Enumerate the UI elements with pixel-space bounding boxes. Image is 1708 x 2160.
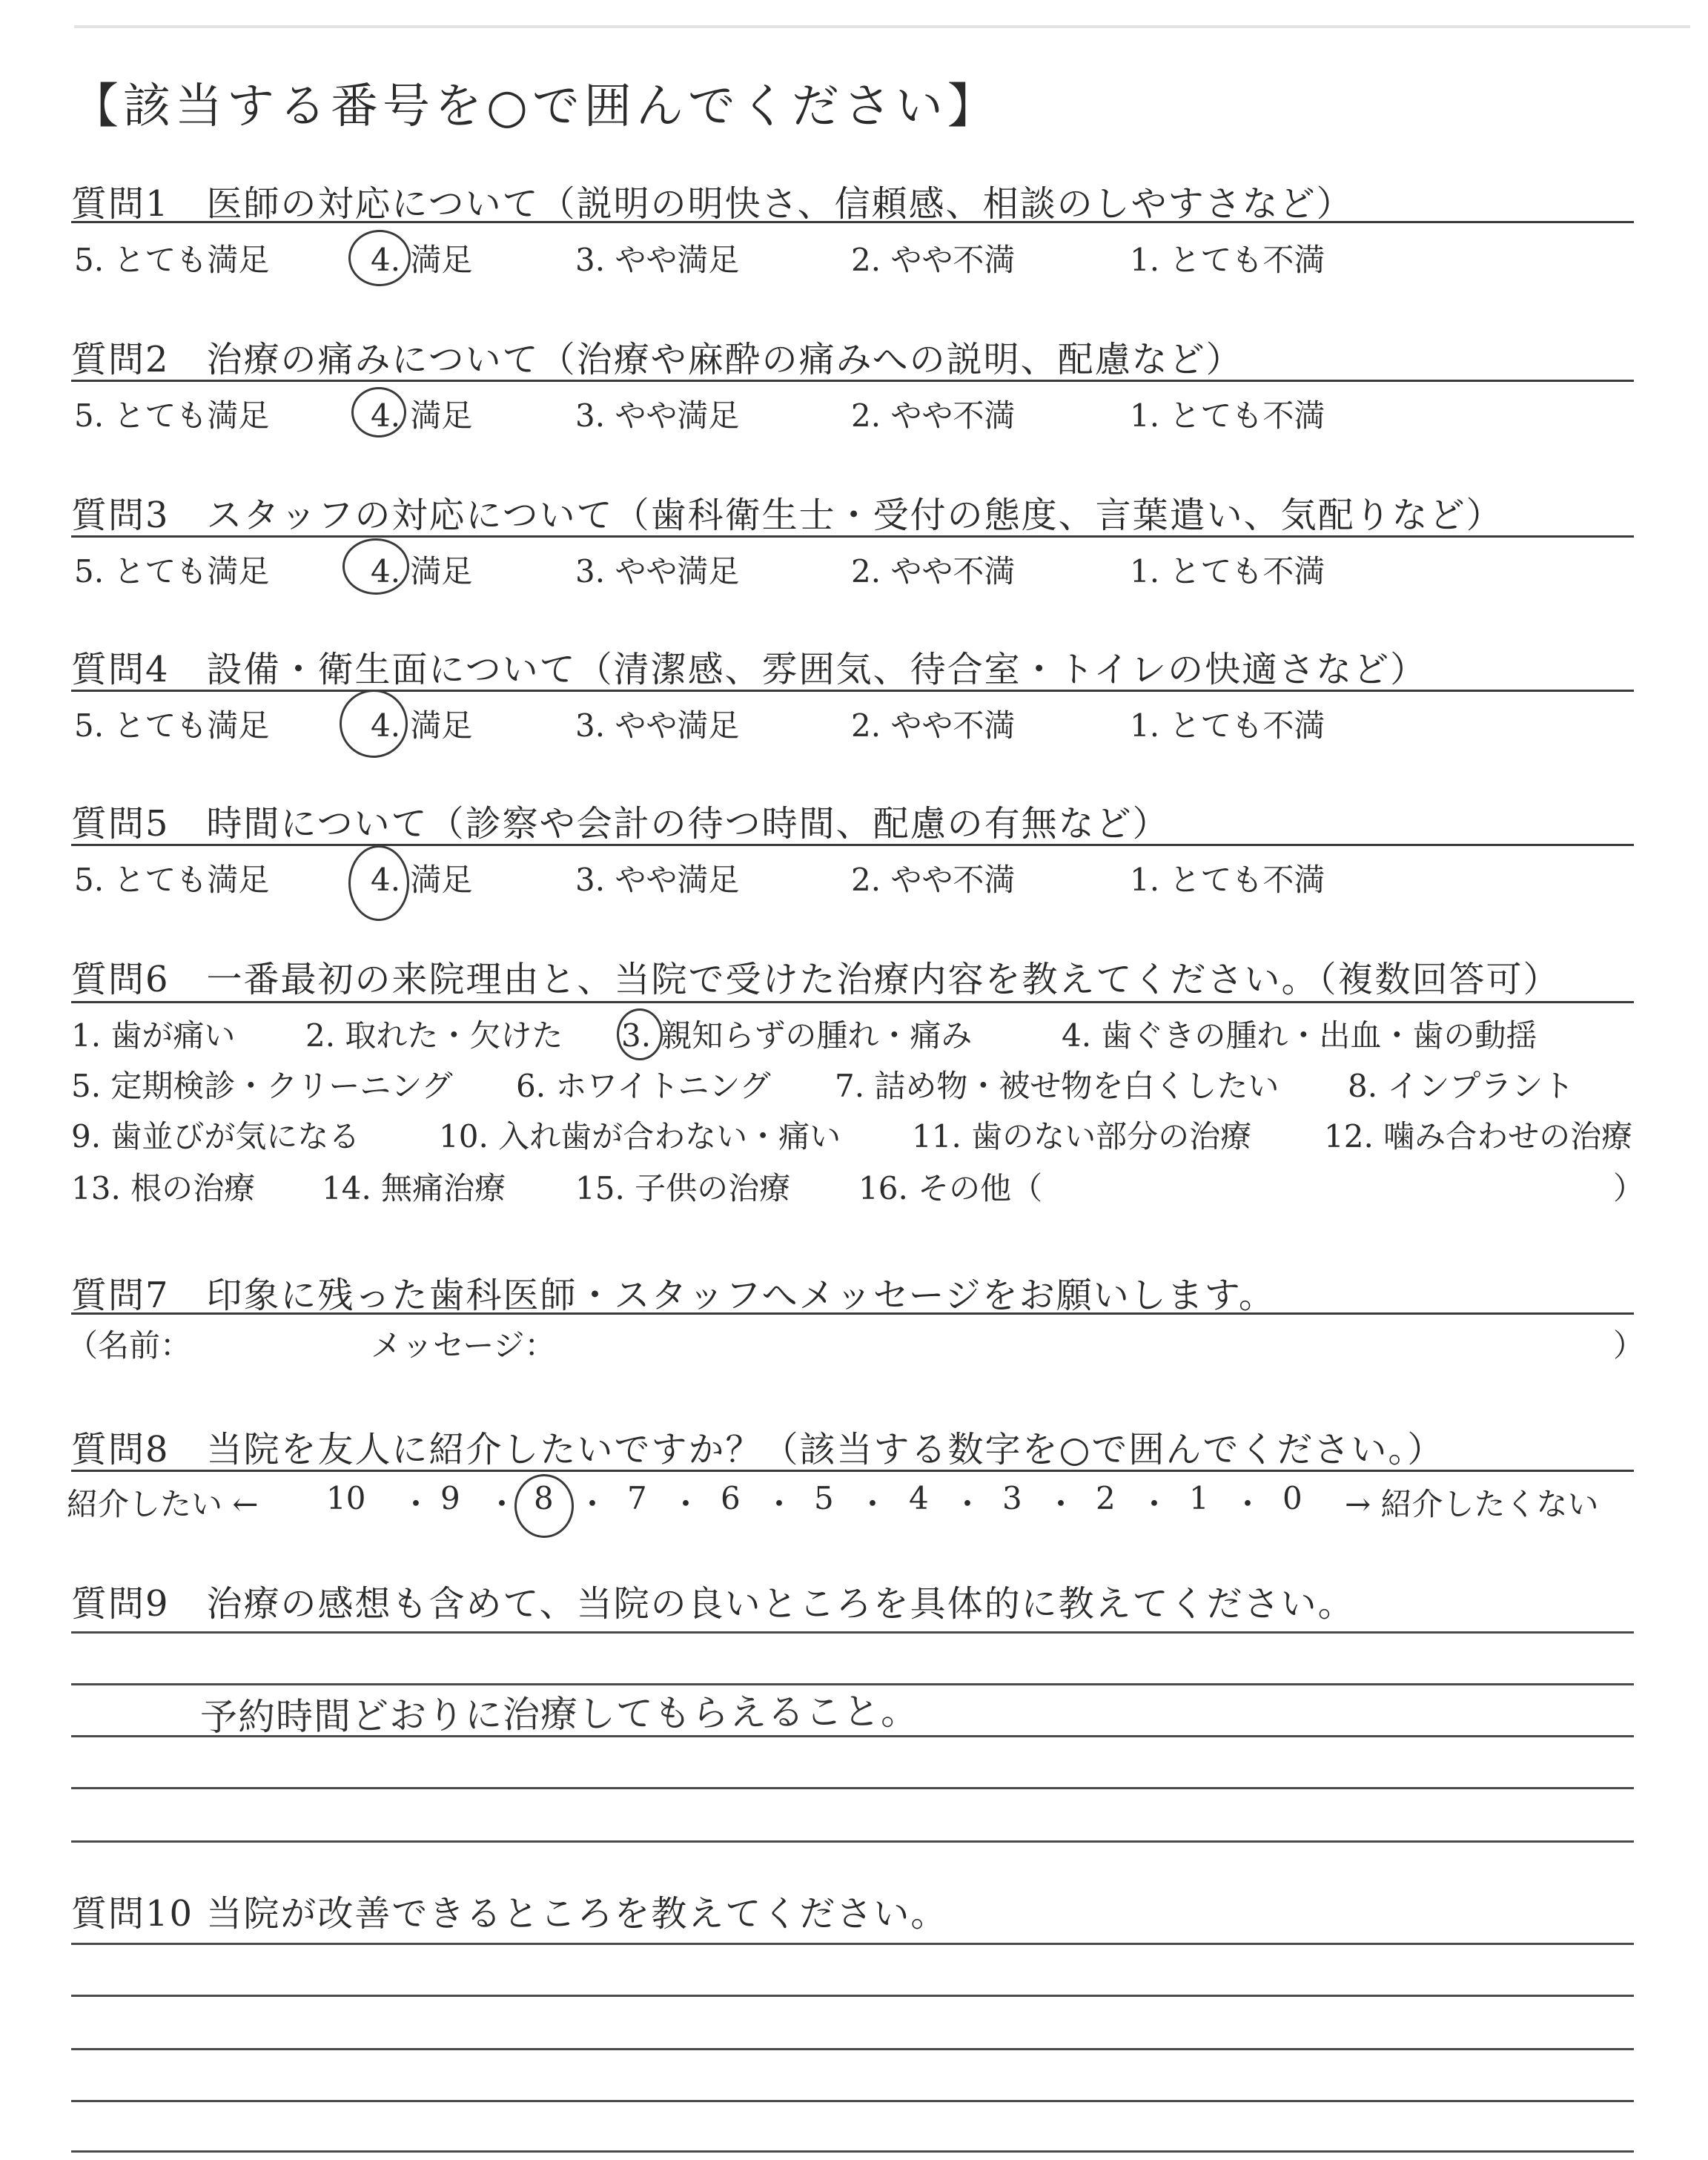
q8-sep: ・ — [1045, 1486, 1077, 1522]
q8-scale-4[interactable]: 4 — [909, 1480, 929, 1516]
q9-handwritten-answer[interactable]: 予約時間どおりに治療してもらえること。 — [199, 1689, 919, 1740]
q8-sep: ・ — [486, 1486, 518, 1522]
q4-option-3[interactable]: 3. やや満足 — [575, 707, 740, 744]
q8-sep: ・ — [764, 1486, 795, 1522]
q1-rule — [71, 221, 1634, 223]
q4-rule — [71, 690, 1634, 692]
q5-selection-circle — [348, 845, 409, 921]
q7-name-label: （名前： — [67, 1327, 192, 1364]
q6-option-3[interactable]: 3. 親知らずの腫れ・痛み — [621, 1017, 973, 1054]
q6-option-6[interactable]: 6. ホワイトニング — [516, 1068, 771, 1104]
q3-option-5[interactable]: 5. とても満足 — [74, 553, 270, 589]
q5-option-2[interactable]: 2. やや不満 — [851, 862, 1016, 898]
q6-option-16[interactable]: 16. その他（ — [858, 1170, 1043, 1206]
q8-sep: ・ — [1139, 1486, 1171, 1522]
q8-scale-7[interactable]: 7 — [627, 1480, 647, 1516]
q8-sep: ・ — [1232, 1486, 1264, 1522]
q7-message-label: メッセージ： — [371, 1327, 556, 1364]
q5-rule — [71, 844, 1634, 846]
q8-right-label: → 紹介したくない — [1345, 1486, 1599, 1522]
q10-answer-line — [71, 2100, 1634, 2102]
q6-option-13[interactable]: 13. 根の治療 — [71, 1170, 256, 1206]
q6-option-7[interactable]: 7. 詰め物・被せ物を白くしたい — [835, 1068, 1280, 1104]
q8-left-label: 紹介したい ← — [67, 1486, 259, 1522]
q8-scale-1[interactable]: 1 — [1189, 1480, 1209, 1516]
q6-option-8[interactable]: 8. インプラント — [1348, 1068, 1575, 1104]
q7-title: 質問7 印象に残った歯科医師・スタッフへメッセージをお願いします。 — [71, 1275, 1276, 1316]
q2-option-4[interactable]: 4. 満足 — [371, 397, 473, 434]
q8-sep: ・ — [857, 1486, 889, 1522]
q4-option-5[interactable]: 5. とても満足 — [74, 707, 270, 744]
q1-selection-circle — [348, 230, 411, 286]
q7-rule — [71, 1312, 1634, 1315]
q4-title: 質問4 設備・衛生面について（清潔感、雰囲気、待合室・トイレの快適さなど） — [71, 649, 1428, 690]
q6-rule — [71, 1001, 1634, 1003]
top-edge-rule — [74, 25, 1690, 28]
q6-option-5[interactable]: 5. 定期検診・クリーニング — [71, 1068, 453, 1104]
q1-option-5[interactable]: 5. とても満足 — [74, 242, 270, 278]
q1-option-2[interactable]: 2. やや不満 — [851, 242, 1016, 278]
q4-option-4[interactable]: 4. 満足 — [371, 707, 473, 744]
q6-other-close-paren: ） — [1613, 1170, 1645, 1206]
q9-answer-line — [71, 1787, 1634, 1789]
q6-option-10[interactable]: 10. 入れ歯が合わない・痛い — [439, 1118, 841, 1155]
q2-option-3[interactable]: 3. やや満足 — [575, 397, 740, 434]
q10-title: 質問10 当院が改善できるところを教えてください。 — [71, 1893, 948, 1935]
q8-sep: ・ — [400, 1486, 432, 1522]
q5-title: 質問5 時間について（診察や会計の待つ時間、配慮の有無など） — [71, 803, 1170, 845]
q4-selection-circle — [340, 690, 408, 758]
q2-option-1[interactable]: 1. とても不満 — [1130, 397, 1325, 434]
q8-sep: ・ — [670, 1486, 702, 1522]
q9-answer-line — [71, 1840, 1634, 1843]
q3-option-3[interactable]: 3. やや満足 — [575, 553, 740, 589]
q2-selection-circle — [351, 387, 406, 437]
q6-option-15[interactable]: 15. 子供の治療 — [575, 1170, 791, 1206]
q6-option-11[interactable]: 11. 歯のない部分の治療 — [912, 1118, 1252, 1155]
q6-option-2[interactable]: 2. 取れた・欠けた — [305, 1017, 563, 1054]
q8-scale-10[interactable]: 10 — [326, 1480, 366, 1516]
q9-title: 質問9 治療の感想も含めて、当院の良いところを具体的に教えてください。 — [71, 1583, 1355, 1625]
q10-answer-line — [71, 2048, 1634, 2050]
q6-option-4[interactable]: 4. 歯ぐきの腫れ・出血・歯の動揺 — [1062, 1017, 1537, 1054]
q8-sep: ・ — [577, 1486, 609, 1522]
q3-option-4[interactable]: 4. 満足 — [371, 553, 473, 589]
q6-option-9[interactable]: 9. 歯並びが気になる — [71, 1118, 360, 1155]
form-header: 【該当する番号を○で囲んでください】 — [71, 79, 999, 134]
q4-option-2[interactable]: 2. やや不満 — [851, 707, 1016, 744]
q7-close-paren: ） — [1613, 1327, 1645, 1364]
q5-option-3[interactable]: 3. やや満足 — [575, 862, 740, 898]
q5-option-4[interactable]: 4. 満足 — [371, 862, 473, 898]
q8-scale-0[interactable]: 0 — [1282, 1480, 1302, 1516]
q1-title: 質問1 医師の対応について（説明の明快さ、信頼感、相談のしやすさなど） — [71, 183, 1354, 225]
q3-option-1[interactable]: 1. とても不満 — [1130, 553, 1325, 589]
q8-sep: ・ — [952, 1486, 984, 1522]
q8-scale-2[interactable]: 2 — [1096, 1480, 1116, 1516]
q8-scale-9[interactable]: 9 — [440, 1480, 460, 1516]
q6-selection-circle — [617, 1008, 663, 1060]
q10-answer-line — [71, 1943, 1634, 1945]
q6-title: 質問6 一番最初の来院理由と、当院で受けた治療内容を教えてください。（複数回答可） — [71, 959, 1560, 1000]
q1-option-1[interactable]: 1. とても不満 — [1130, 242, 1325, 278]
q2-rule — [71, 380, 1634, 382]
q4-option-1[interactable]: 1. とても不満 — [1130, 707, 1325, 744]
q1-option-4[interactable]: 4. 満足 — [371, 242, 473, 278]
q1-option-3[interactable]: 3. やや満足 — [575, 242, 740, 278]
q8-scale-5[interactable]: 5 — [814, 1480, 834, 1516]
q8-rule — [71, 1470, 1634, 1472]
q2-option-2[interactable]: 2. やや不満 — [851, 397, 1016, 434]
q8-selection-circle — [514, 1474, 574, 1538]
q5-option-5[interactable]: 5. とても満足 — [74, 862, 270, 898]
q10-answer-line — [71, 2150, 1634, 2153]
q2-title: 質問2 治療の痛みについて（治療や麻酔の痛みへの説明、配慮など） — [71, 339, 1243, 380]
q8-scale-8[interactable]: 8 — [534, 1480, 554, 1516]
q5-option-1[interactable]: 1. とても不満 — [1130, 862, 1325, 898]
q8-scale-6[interactable]: 6 — [721, 1480, 741, 1516]
q9-answer-line — [71, 1631, 1634, 1634]
q2-option-5[interactable]: 5. とても満足 — [74, 397, 270, 434]
q3-rule — [71, 535, 1634, 538]
q10-answer-line — [71, 1995, 1634, 1997]
q3-title: 質問3 スタッフの対応について（歯科衛生士・受付の態度、言葉遣い、気配りなど） — [71, 495, 1503, 536]
q6-option-1[interactable]: 1. 歯が痛い — [71, 1017, 236, 1054]
q8-title: 質問8 当院を友人に紹介したいですか？（該当する数字を○で囲んでください。） — [71, 1429, 1445, 1470]
q3-option-2[interactable]: 2. やや不満 — [851, 553, 1016, 589]
q8-scale-3[interactable]: 3 — [1002, 1480, 1022, 1516]
q6-option-12[interactable]: 12. 噛み合わせの治療 — [1324, 1118, 1633, 1155]
q6-option-14[interactable]: 14. 無痛治療 — [322, 1170, 506, 1206]
q3-selection-circle — [342, 538, 409, 595]
